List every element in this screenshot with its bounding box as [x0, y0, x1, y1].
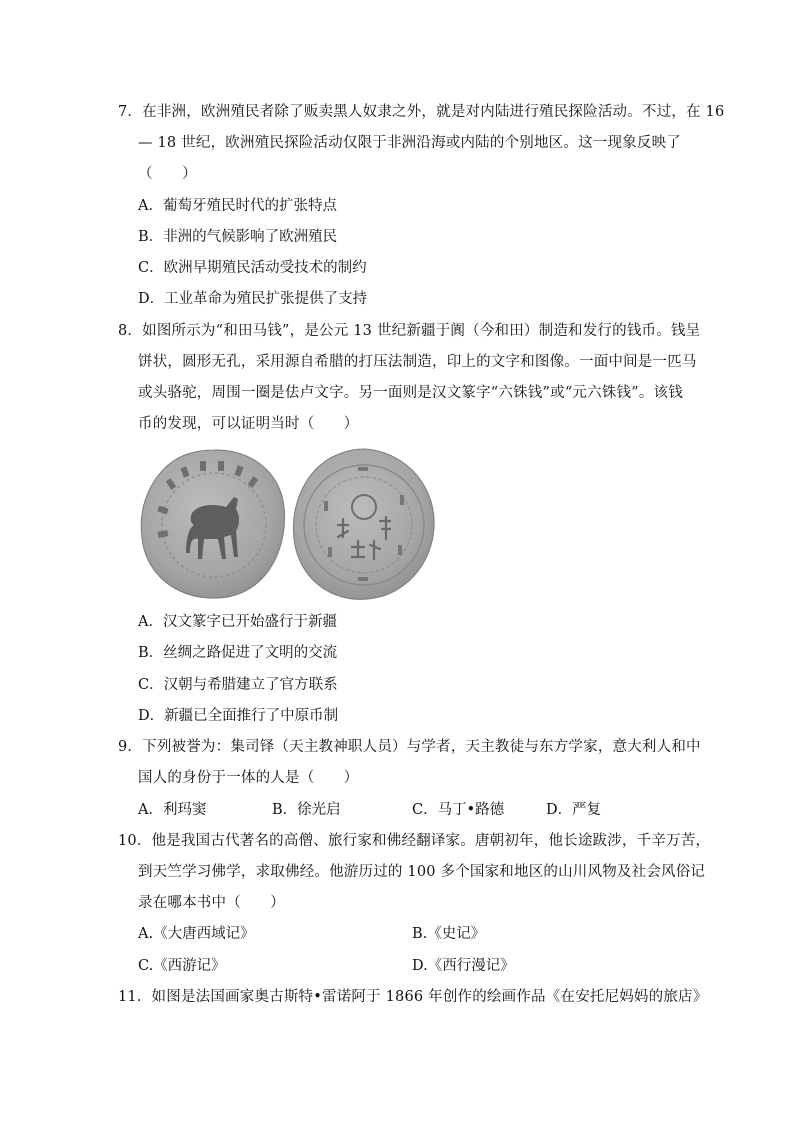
question-8-option-a[interactable]: A．汉文篆字已开始盛行于新疆: [138, 614, 337, 630]
question-7-line-1: 7．在非洲，欧洲殖民者除了贩卖黑人奴隶之外，就是对内陆进行殖民探险活动。不过，在 16: [118, 104, 725, 120]
question-10-option-a[interactable]: A.《大唐西域记》: [138, 926, 255, 942]
question-7-option-d[interactable]: D．工业革命为殖民扩张提供了支持: [138, 291, 368, 307]
question-10-option-d[interactable]: D.《西行漫记》: [412, 958, 515, 974]
question-8-line-4: 币的发现，可以证明当时（ ）: [138, 416, 359, 432]
question-10-line-2: 到天竺学习佛学，求取佛经。他游历过的 100 多个国家和地区的山川风物及社会风俗记: [138, 864, 706, 880]
question-7-option-a[interactable]: A．葡萄牙殖民时代的扩张特点: [138, 198, 337, 214]
question-10-line-1: 10．他是我国古代著名的高僧、旅行家和佛经翻译家。唐朝初年，他长途跋涉，千辛万苦，: [118, 833, 711, 849]
question-9-option-b[interactable]: B．徐光启: [272, 802, 341, 818]
question-7-option-b[interactable]: B．非洲的气候影响了欧洲殖民: [138, 229, 338, 245]
question-10-option-c[interactable]: C.《西游记》: [138, 958, 226, 974]
question-9-option-c[interactable]: C．马丁•路德: [412, 802, 505, 818]
question-11-line-1: 11．如图是法国画家奥古斯特•雷诺阿于 1866 年创作的绘画作品《在安托尼妈妈的旅店》: [118, 989, 708, 1005]
question-10-line-3: 录在哪本书中（ ）: [138, 895, 285, 911]
question-8-option-c[interactable]: C．汉朝与希腊建立了官方联系: [138, 677, 338, 693]
question-9-option-a[interactable]: A．利玛窦: [138, 802, 207, 818]
question-8-option-b[interactable]: B．丝绸之路促进了文明的交流: [138, 645, 338, 661]
question-8-option-d[interactable]: D．新疆已全面推行了中原币制: [138, 708, 339, 724]
question-9-line-2: 国人的身份于一体的人是（ ）: [138, 770, 359, 786]
coin-inscription-side: [293, 449, 434, 599]
hetian-coin-image: [138, 445, 438, 605]
question-7-line-2: — 18 世纪，欧洲殖民探险活动仅限于非洲沿海或内陆的个别地区。这一现象反映了: [138, 135, 681, 151]
question-8-line-1: 8．如图所示为“和田马钱”，是公元 13 世纪新疆于阗（今和田）制造和发行的钱币。钱呈: [118, 323, 701, 339]
question-7-option-c[interactable]: C．欧洲早期殖民活动受技术的制约: [138, 260, 367, 276]
question-10-option-b[interactable]: B.《史记》: [412, 926, 486, 942]
question-9-option-d[interactable]: D．严复: [546, 802, 602, 818]
coin-horse-side: [141, 450, 284, 598]
question-9-line-1: 9．下列被誉为：集司铎（天主教神职人员）与学者，天主教徒与东方学家，意大利人和中: [118, 739, 701, 755]
question-7-line-3: （ ）: [138, 166, 197, 182]
question-8-line-3: 或头骆驼，周围一圈是佉卢文字。另一面则是汉文篆字“六铢钱”或“元六铢钱”。该钱: [138, 385, 683, 401]
question-8-line-2: 饼状，圆形无孔，采用源自希腊的打压法制造，印上的文字和图像。一面中间是一匹马: [138, 354, 697, 370]
